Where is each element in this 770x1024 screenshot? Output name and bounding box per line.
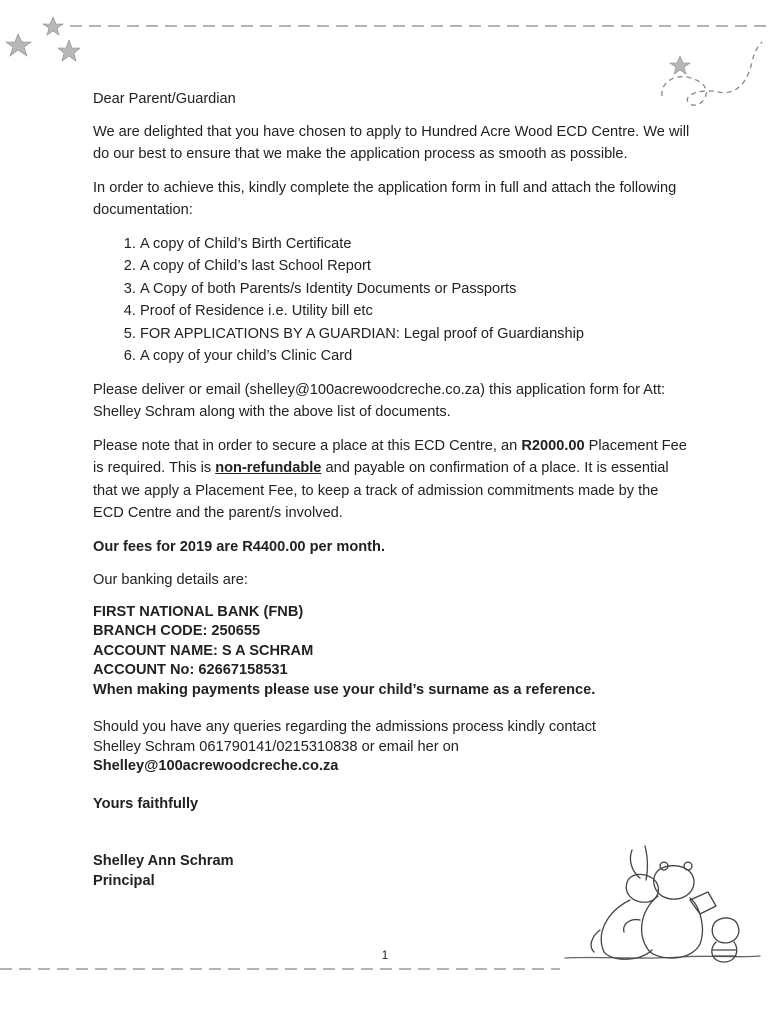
list-item: 6. A copy of your child’s Clinic Card: [140, 345, 693, 368]
account-name: ACCOUNT NAME: S A SCHRAM: [93, 642, 314, 659]
star-icon: [58, 40, 80, 61]
placement-text: and payable on confirmation of a place. It is essential that we apply a Placement Fee, to keep a track of admission commitments made by the ECD Centre and the parent/s involved.: [93, 460, 669, 521]
banking-intro: Our banking details are:: [93, 572, 248, 588]
signatory-name: Shelley Ann Schram: [93, 853, 234, 869]
list-item: 5. FOR APPLICATIONS BY A GUARDIAN: Legal proof of Guardianship: [140, 323, 693, 346]
page-number: 1: [381, 948, 389, 962]
signatory-title: Principal: [93, 872, 155, 889]
placement-fee-paragraph: [93, 435, 693, 525]
star-icon: [670, 56, 690, 74]
letter-body: [93, 88, 693, 891]
banking-details: [93, 603, 693, 701]
list-item: 3. A Copy of both Parents/s Identity Documents or Passports: [140, 278, 693, 301]
star-icon: [6, 34, 31, 56]
non-refundable-label: non-refundable: [215, 460, 322, 476]
greeting: Dear Parent/Guardian: [93, 91, 236, 107]
queries-line: Shelley Schram 061790141/0215310838 or email her on: [93, 738, 459, 755]
placement-text: Please note that in order to secure a place at this ECD Centre, an: [93, 437, 522, 454]
queries-paragraph: [93, 718, 693, 777]
payment-reference-note: When making payments please use your child’s surname as a reference.: [93, 681, 596, 698]
signature-block: [93, 852, 693, 891]
placement-text: Placement Fee is required. This is: [93, 437, 687, 476]
account-number: ACCOUNT No: 62667158531: [93, 662, 288, 678]
bank-name: FIRST NATIONAL BANK (FNB): [93, 603, 304, 620]
instruction-paragraph: In order to achieve this, kindly complete the application form in full and attach the following documentation:: [93, 179, 677, 218]
placement-amount: R2000.00: [521, 437, 585, 454]
list-item: 4. Proof of Residence i.e. Utility bill etc: [140, 300, 693, 323]
star-icon: [43, 17, 63, 35]
closing: Yours faithfully: [93, 795, 199, 812]
delivery-paragraph: Please deliver or email (shelley@100acrewoodcreche.co.za) this application form for Att: Shelley Schram along with the above list of documents.: [93, 381, 666, 420]
queries-line: Should you have any queries regarding the admissions process kindly contact: [93, 719, 596, 735]
list-item: 2. A copy of Child’s last School Report: [140, 255, 693, 278]
branch-code: BRANCH CODE: 250655: [93, 623, 261, 639]
intro-paragraph: We are delighted that you have chosen to apply to Hundred Acre Wood ECD Centre. We will do our best to ensure that we make the application process as smooth as possible.: [93, 123, 690, 162]
contact-email: Shelley@100acrewoodcreche.co.za: [93, 758, 339, 774]
fees-statement: Our fees for 2019 are R4400.00 per month.: [93, 538, 386, 555]
list-item: 1. A copy of Child’s Birth Certificate: [140, 233, 693, 256]
documentation-list: [93, 233, 693, 368]
